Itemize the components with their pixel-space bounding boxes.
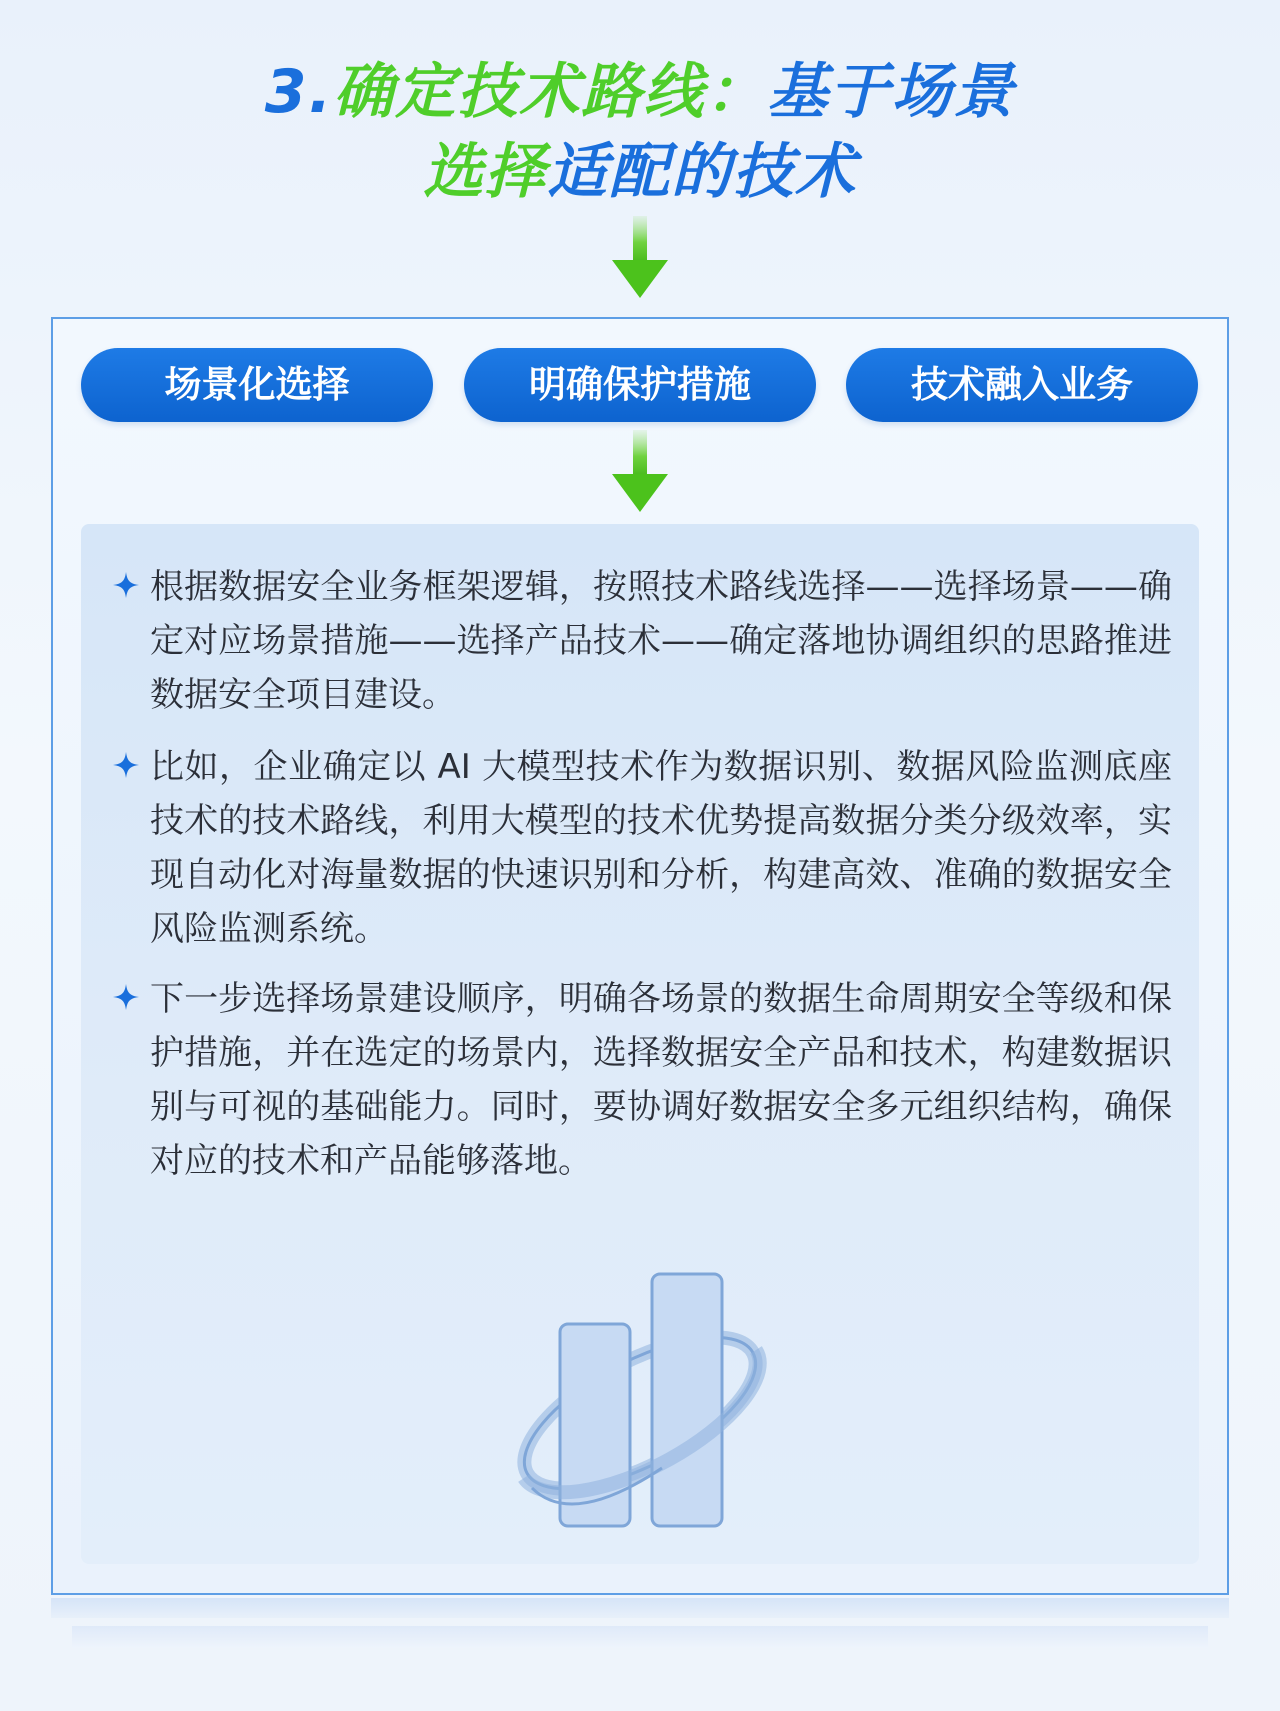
paragraph-3: [112, 972, 1172, 1188]
arrow-down-icon: [610, 430, 670, 514]
title-part-blue: 基于场景: [767, 57, 1016, 127]
paragraph-text: 比如，企业确定以 AI 大模型技术作为数据识别、数据风险监测底座技术的技术路线，利用大模型的技术优势提高数据分类分级效率，实现自动化对海量数据的快速识别和分析，构建高效、准确的数据安全风险监测系统。: [150, 747, 1172, 949]
panel-shadow-lower: [72, 1626, 1208, 1648]
pill-tech-integration[interactable]: 技术融入业务: [846, 348, 1198, 422]
sparkle-star-icon: [112, 983, 140, 1011]
pill-scenario-selection[interactable]: 场景化选择: [81, 348, 433, 422]
paragraph-text: 根据数据安全业务框架逻辑，按照技术路线选择——选择场景——确定对应场景措施——选择产品技术——确定落地协调组织的思路推进数据安全项目建设。: [150, 567, 1172, 715]
panel-shadow-upper: [51, 1598, 1229, 1618]
paragraph-text: 下一步选择场景建设顺序，明确各场景的数据生命周期安全等级和保护措施，并在选定的场景内，选择数据安全产品和技术，构建数据识别与可视的基础能力。同时，要协调好数据安全多元组织结构，确保对应的技术和产品能够落地。: [150, 979, 1172, 1181]
bar-chart-orbit-icon: [512, 1268, 768, 1528]
sparkle-star-icon: [112, 571, 140, 599]
arrow-down-icon: [610, 216, 670, 300]
title-number: 3.: [264, 57, 334, 127]
title-line2-green: 选择: [423, 137, 547, 207]
page-title: [0, 52, 1280, 212]
paragraph-1: [112, 560, 1172, 722]
title-line2-blue: 适配的技术: [547, 137, 857, 207]
paragraph-2: [112, 740, 1172, 956]
sparkle-star-icon: [112, 751, 140, 779]
title-part-green: 确定技术路线：: [333, 57, 768, 127]
pill-protection-measures[interactable]: 明确保护措施: [464, 348, 816, 422]
